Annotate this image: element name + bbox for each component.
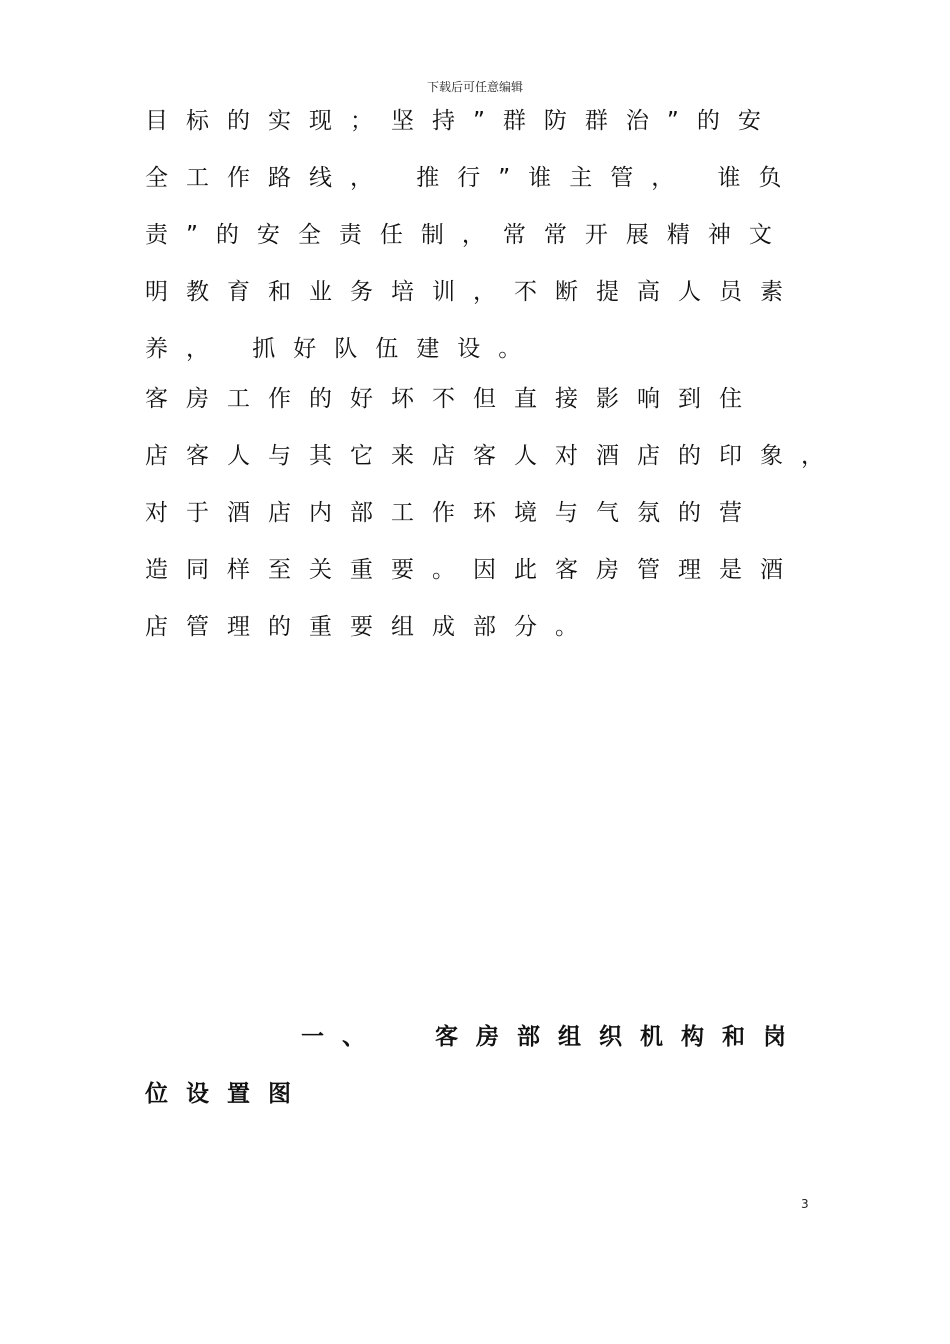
text-line: 店客人与其它来店客人对酒店的印象， bbox=[145, 443, 842, 469]
text-line: 造同样至关重要。因此客房管理是酒 bbox=[145, 557, 801, 583]
heading-line: 位设置图 bbox=[145, 1081, 309, 1107]
page-number: 3 bbox=[801, 1197, 809, 1211]
header-note: 下载后可任意编辑 bbox=[426, 80, 523, 94]
text-line: 全工作路线， 推行”谁主管， 谁负 bbox=[145, 165, 800, 191]
text-line: 客房工作的好坏不但直接影响到住 bbox=[145, 386, 760, 412]
text-line: 对于酒店内部工作环境与气氛的营 bbox=[145, 500, 760, 526]
text-line: 责”的安全责任制，常常开展精神文 bbox=[145, 222, 790, 248]
section-heading bbox=[145, 1022, 845, 1109]
text-line: 目标的实现；坚持”群防群治”的安 bbox=[145, 108, 779, 134]
text-line: 店管理的重要组成部分。 bbox=[145, 614, 596, 640]
body-paragraph bbox=[145, 106, 845, 642]
text-line: 明教育和业务培训，不断提高人员素 bbox=[145, 279, 801, 305]
heading-line: 一、 客房部组织机构和岗 bbox=[145, 1024, 805, 1050]
text-line: 养， 抓好队伍建设。 bbox=[145, 336, 540, 362]
